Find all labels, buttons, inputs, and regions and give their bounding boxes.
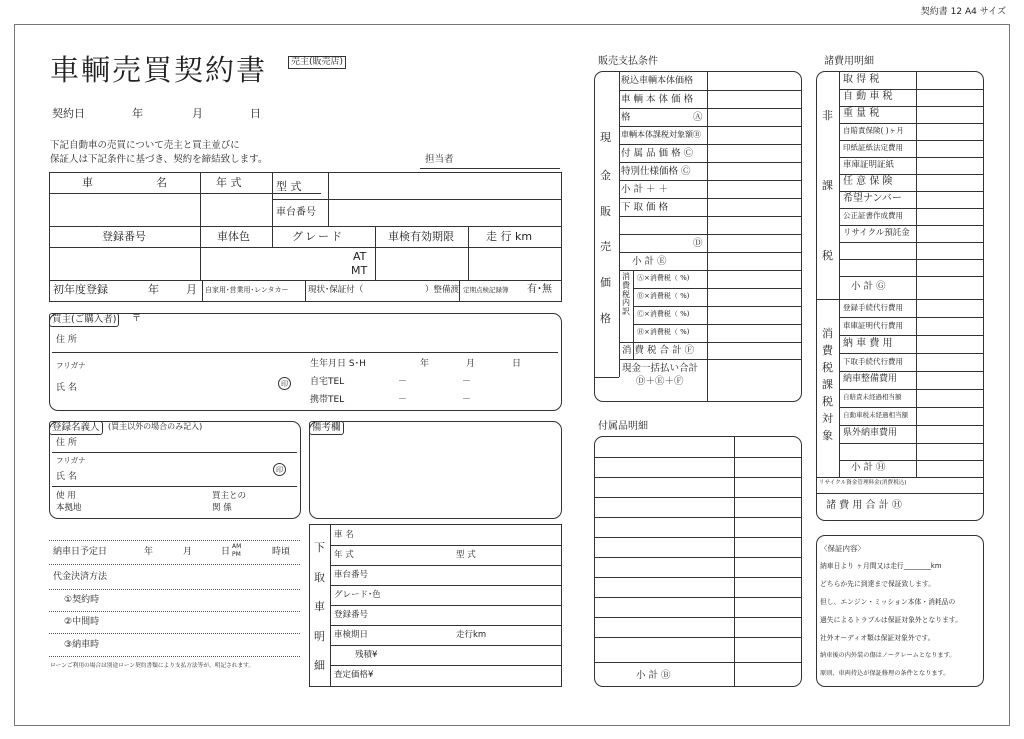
fee-registration-agency: 登録手続代行費用 bbox=[843, 303, 903, 312]
delivery-time: 時頃 bbox=[272, 547, 291, 557]
trade-in-v-4: 明 bbox=[314, 630, 325, 643]
delivery-dots-3 bbox=[49, 611, 300, 612]
tax-v-2: 費 bbox=[622, 280, 630, 290]
tax-row-h: Ⓗ×消費税（ %) bbox=[637, 328, 690, 336]
first-reg-month: 月 bbox=[186, 283, 197, 296]
registrant-use-label-1: 使 用 bbox=[56, 491, 76, 501]
vehicle-inspection-label: 車検有効期限 bbox=[388, 230, 454, 243]
transmission-mt: MT bbox=[351, 264, 368, 277]
expenses-total: 諸 費 用 合 計 Ⓗ bbox=[826, 500, 902, 511]
buyer-seal-mark: 印 bbox=[278, 377, 291, 390]
payment-method-label: 代金決済方法 bbox=[53, 572, 108, 582]
trade-in-v-2: 取 bbox=[314, 571, 325, 584]
buyer-divider bbox=[52, 352, 558, 353]
trade-in-table bbox=[309, 524, 562, 687]
remarks-tag: 備考欄 bbox=[309, 421, 344, 435]
tax-v-5: 訳 bbox=[622, 307, 630, 317]
registrant-use-label-2: 本拠地 bbox=[56, 503, 82, 513]
tax-row-c: Ⓒ×消費税（ %) bbox=[637, 310, 690, 318]
record-yes-no: 有･無 bbox=[527, 284, 552, 295]
registrant-seal-mark: 印 bbox=[273, 463, 286, 476]
cash-total-formula: Ⓓ＋Ⓔ＋Ⓕ bbox=[636, 376, 684, 387]
warranty-line-5: 社外オーディオ類は保証対象外です。 bbox=[820, 634, 935, 642]
row-taxable-amount: 車輌本体課税対象額Ⓑ bbox=[621, 130, 701, 139]
row-trade-in-price: 下 取 価 格 bbox=[621, 202, 669, 213]
warranty-line-4: 過失によるトラブルは保証対象外となります。 bbox=[820, 616, 962, 624]
page-size-label: 契約書 12 A4 サイズ bbox=[920, 7, 1006, 17]
payment-delivery: ③納車時 bbox=[64, 640, 100, 650]
birth-day: 日 bbox=[512, 359, 522, 369]
trade-in-v-5: 細 bbox=[314, 659, 325, 672]
fee-optional-insurance: 任 意 保 険 bbox=[843, 176, 893, 187]
taxable-v-5: 税 bbox=[822, 395, 833, 409]
fee-garage-agency: 車庫証明代行費用 bbox=[843, 321, 903, 330]
row-subtotal-plus: 小 計 ＋ ＋ bbox=[621, 184, 669, 195]
buyer-section bbox=[49, 313, 562, 411]
fee-acquisition-tax: 取 得 税 bbox=[843, 74, 880, 85]
home-tel-dash-2: － bbox=[462, 377, 472, 387]
transmission-at: AT bbox=[353, 250, 367, 263]
accessories-title: 付属品明細 bbox=[598, 421, 648, 432]
loan-note: ローンご利用の場合は別途ローン契約書類により支払方法等が、明記されます。 bbox=[50, 663, 255, 669]
buyer-name-label: 氏 名 bbox=[56, 383, 77, 393]
trade-in-v-3: 車 bbox=[314, 600, 325, 613]
registrant-furigana-label: フリガナ bbox=[56, 456, 86, 465]
warranty-title: 〈保証内容〉 bbox=[820, 544, 865, 553]
fee-automobile-tax: 自 動 車 税 bbox=[843, 91, 893, 102]
trade-in-price: 査定価格¥ bbox=[334, 670, 374, 680]
seller-tag: 売主(販売店) bbox=[288, 56, 346, 69]
birth-year: 年 bbox=[420, 359, 430, 369]
home-tel-dash-1: － bbox=[398, 377, 408, 387]
mobile-tel-dash-1: － bbox=[398, 395, 408, 405]
taxable-v-1: 消 bbox=[822, 327, 833, 340]
registrant-relation-label-2: 関 係 bbox=[212, 503, 232, 513]
cash-price-v-1: 現 bbox=[600, 131, 611, 144]
trade-in-regno: 登録番号 bbox=[334, 610, 369, 620]
recycle-management-fee: リサイクル資金管理料金(消費税込) bbox=[819, 480, 907, 486]
fee-delivery-maintenance: 納車整備費用 bbox=[843, 374, 898, 384]
warranty-line-3: 但し、エンジン・ミッション本体・消耗品の bbox=[820, 598, 956, 606]
fee-delivery: 納 車 費 用 bbox=[843, 338, 893, 349]
non-tax-v-3: 税 bbox=[822, 249, 833, 262]
tantousha-label: 担当者 bbox=[425, 154, 454, 165]
vehicle-name-label: 名 bbox=[156, 176, 167, 189]
taxable-v-3: 税 bbox=[822, 361, 833, 375]
fee-weight-tax: 重 量 税 bbox=[843, 108, 880, 119]
registrant-divider-2 bbox=[52, 486, 297, 487]
registrant-section bbox=[49, 421, 301, 519]
delivery-dots-2 bbox=[49, 589, 300, 590]
cash-price-v-5: 価 bbox=[600, 276, 611, 289]
registrant-name-label: 氏 名 bbox=[56, 472, 77, 482]
registrant-address-label: 住 所 bbox=[56, 438, 77, 448]
row-special-spec-price: 特別仕様価格 Ⓒ bbox=[621, 166, 691, 177]
vehicle-car-label: 車 bbox=[82, 176, 93, 189]
trade-in-year: 年 式 bbox=[334, 550, 354, 560]
fee-out-of-prefecture: 県外納車費用 bbox=[843, 428, 898, 438]
birthdate-label: 生年月日 S･H bbox=[310, 359, 366, 369]
inspection-record-label: 定期点検記録簿 bbox=[463, 286, 509, 294]
delivery-date-label: 納車日予定日 bbox=[53, 547, 108, 557]
payment-contract: ①契約時 bbox=[64, 595, 100, 605]
document-title: 車輌売買契約書 bbox=[50, 53, 268, 87]
warranty-line-1: 納車日より ヶ月間又は走行________km bbox=[820, 562, 942, 570]
warranty-line-6: 納車後の内外装の傷はノークレームとなります。 bbox=[820, 652, 956, 659]
vehicle-katashiki-label: 型 式 bbox=[276, 180, 302, 193]
tax-row-b: Ⓑ×消費税（ %) bbox=[637, 292, 690, 300]
vehicle-chassis-label: 車台番号 bbox=[276, 207, 316, 218]
registrant-note: (買主以外の場合のみ記入) bbox=[108, 422, 203, 431]
tax-v-3: 税 bbox=[622, 289, 630, 299]
delivery-month: 月 bbox=[183, 547, 193, 557]
intro-line-1: 下記自動車の売買について売主と買主並びに bbox=[50, 140, 240, 151]
mobile-tel-dash-2: － bbox=[462, 395, 472, 405]
accessories-subtotal: 小 計 Ⓑ bbox=[636, 670, 671, 681]
delivery-dots-5 bbox=[49, 656, 300, 657]
cash-price-v-3: 販 bbox=[600, 205, 611, 218]
delivery-dots-0 bbox=[49, 540, 300, 541]
delivery-year: 年 bbox=[144, 547, 154, 557]
trade-in-v-1: 下 bbox=[314, 541, 325, 554]
fee-subtotal-g: 小 計 Ⓖ bbox=[851, 281, 886, 292]
delivery-am: AM bbox=[232, 543, 242, 550]
contract-day-label: 日 bbox=[250, 107, 261, 120]
delivery-dots-4 bbox=[49, 633, 300, 634]
row-subtotal-e: 小 計 Ⓔ bbox=[632, 256, 667, 267]
first-registration-label: 初年度登録 bbox=[53, 283, 108, 296]
fee-subtotal-h: 小 計 Ⓗ bbox=[851, 462, 886, 473]
row-accessory-price: 付 属 品 価 格 Ⓒ bbox=[621, 148, 694, 159]
fee-notary-deed: 公正証書作成費用 bbox=[843, 211, 903, 220]
registrant-relation-label-1: 買主との bbox=[212, 491, 247, 501]
trade-in-chassis: 車台番号 bbox=[334, 570, 369, 580]
row-body-price: 車 輌 本 体 価 格 bbox=[621, 94, 694, 105]
usage-type-options: 自家用･営業用･レンタカー bbox=[205, 286, 289, 294]
cash-price-v-2: 金 bbox=[600, 169, 611, 182]
buyer-tag: 買主(ご購入者) bbox=[49, 313, 119, 327]
registrant-tag: 登録名義人 bbox=[49, 421, 103, 435]
tax-total-f: 消 費 税 合 計 Ⓕ bbox=[622, 345, 695, 356]
taxable-v-2: 費 bbox=[822, 344, 833, 358]
row-tax-incl-price: 税込車輌本体価格 bbox=[621, 76, 694, 86]
contract-month-label: 月 bbox=[192, 107, 203, 120]
payment-interim: ②中間時 bbox=[64, 617, 100, 627]
contract-date-label: 契約日 bbox=[52, 107, 85, 120]
tantousha-line bbox=[420, 168, 560, 169]
buyer-address-label: 住 所 bbox=[56, 335, 77, 345]
delivery-pm: PM bbox=[232, 551, 241, 558]
vehicle-year-label: 年 式 bbox=[216, 176, 242, 189]
trade-in-grade-color: グレード･色 bbox=[334, 590, 381, 600]
cash-total-label: 現金一括払い合計 bbox=[622, 363, 699, 374]
fee-unexpired-insurance: 自賠責未経過相当額 bbox=[843, 393, 902, 401]
expenses-table bbox=[816, 71, 984, 521]
tax-v-1: 消 bbox=[622, 272, 630, 281]
mobile-tel-label: 携帯TEL bbox=[310, 395, 345, 405]
payment-terms-title: 販売支払条件 bbox=[598, 56, 658, 67]
cash-price-v-6: 格 bbox=[600, 312, 611, 325]
birth-month: 月 bbox=[466, 359, 476, 369]
registrant-divider bbox=[52, 452, 297, 453]
taxable-v-4: 課 bbox=[822, 378, 833, 392]
tax-row-a: Ⓐ×消費税（ %) bbox=[637, 274, 690, 282]
mark-a: Ⓐ bbox=[693, 112, 703, 123]
contract-year-label: 年 bbox=[132, 107, 143, 120]
non-tax-v-2: 課 bbox=[822, 179, 833, 192]
buyer-furigana-label: フリガナ bbox=[56, 361, 86, 370]
condition-label: 現状･保証付（ bbox=[308, 285, 364, 295]
fee-compulsory-insurance: 自賠責保険( )ヶ月 bbox=[843, 126, 904, 135]
delivery-dots-1 bbox=[49, 564, 300, 565]
postal-mark: 〒 bbox=[132, 314, 142, 324]
fee-unexpired-auto-tax: 自動車税未経過相当額 bbox=[843, 411, 908, 419]
vehicle-mileage-label: 走 行 km bbox=[486, 230, 533, 243]
fee-recycle-deposit: リサイクル預託金 bbox=[843, 228, 910, 238]
fee-garage-certificate: 車庫証明証紙 bbox=[843, 160, 895, 170]
trade-in-inspection: 車検期日 bbox=[334, 630, 369, 640]
warranty-line-2: どちらか先に到達まで保証致します。 bbox=[820, 580, 936, 588]
warranty-line-7: 原則、車両持込が保証修理の条件となります。 bbox=[820, 670, 950, 677]
fee-trade-in-agency: 下取手続代行費用 bbox=[843, 357, 903, 366]
tax-v-4: 内 bbox=[622, 298, 630, 308]
delivery-day: 日 bbox=[221, 547, 231, 557]
taxable-v-6: 対 bbox=[822, 412, 833, 426]
fee-stamp-legal: 印紙証紙法定費用 bbox=[843, 143, 903, 152]
remarks-section bbox=[309, 421, 562, 519]
expenses-title: 諸費用明細 bbox=[824, 56, 874, 67]
cash-price-v-4: 売 bbox=[600, 240, 611, 253]
tax-breakdown-vertical bbox=[622, 273, 632, 317]
trade-in-mileage: 走行km bbox=[456, 630, 487, 640]
trade-in-katashiki: 型 式 bbox=[456, 550, 476, 560]
vehicle-grade-label: グレード bbox=[292, 230, 344, 243]
taxable-vertical bbox=[822, 325, 834, 444]
row-price: 格 bbox=[621, 112, 631, 123]
taxable-v-7: 象 bbox=[822, 429, 833, 443]
mark-d: Ⓓ bbox=[693, 238, 703, 249]
trade-in-name: 車 名 bbox=[334, 530, 354, 540]
fee-preferred-number: 希望ナンバー bbox=[843, 193, 902, 204]
home-tel-label: 自宅TEL bbox=[310, 377, 345, 387]
trade-in-balance: 残積¥ bbox=[355, 650, 378, 660]
warranty-box bbox=[816, 535, 984, 687]
vehicle-regno-label: 登録番号 bbox=[102, 230, 146, 243]
vehicle-color-label: 車体色 bbox=[217, 230, 250, 243]
maintenance-label: ）整備渡 bbox=[425, 285, 460, 295]
accessories-table bbox=[594, 436, 802, 687]
first-reg-year: 年 bbox=[148, 283, 159, 296]
intro-line-2: 保証人は下記条件に基づき、契約を締結致します。 bbox=[50, 154, 268, 165]
non-tax-v-1: 非 bbox=[822, 109, 833, 122]
